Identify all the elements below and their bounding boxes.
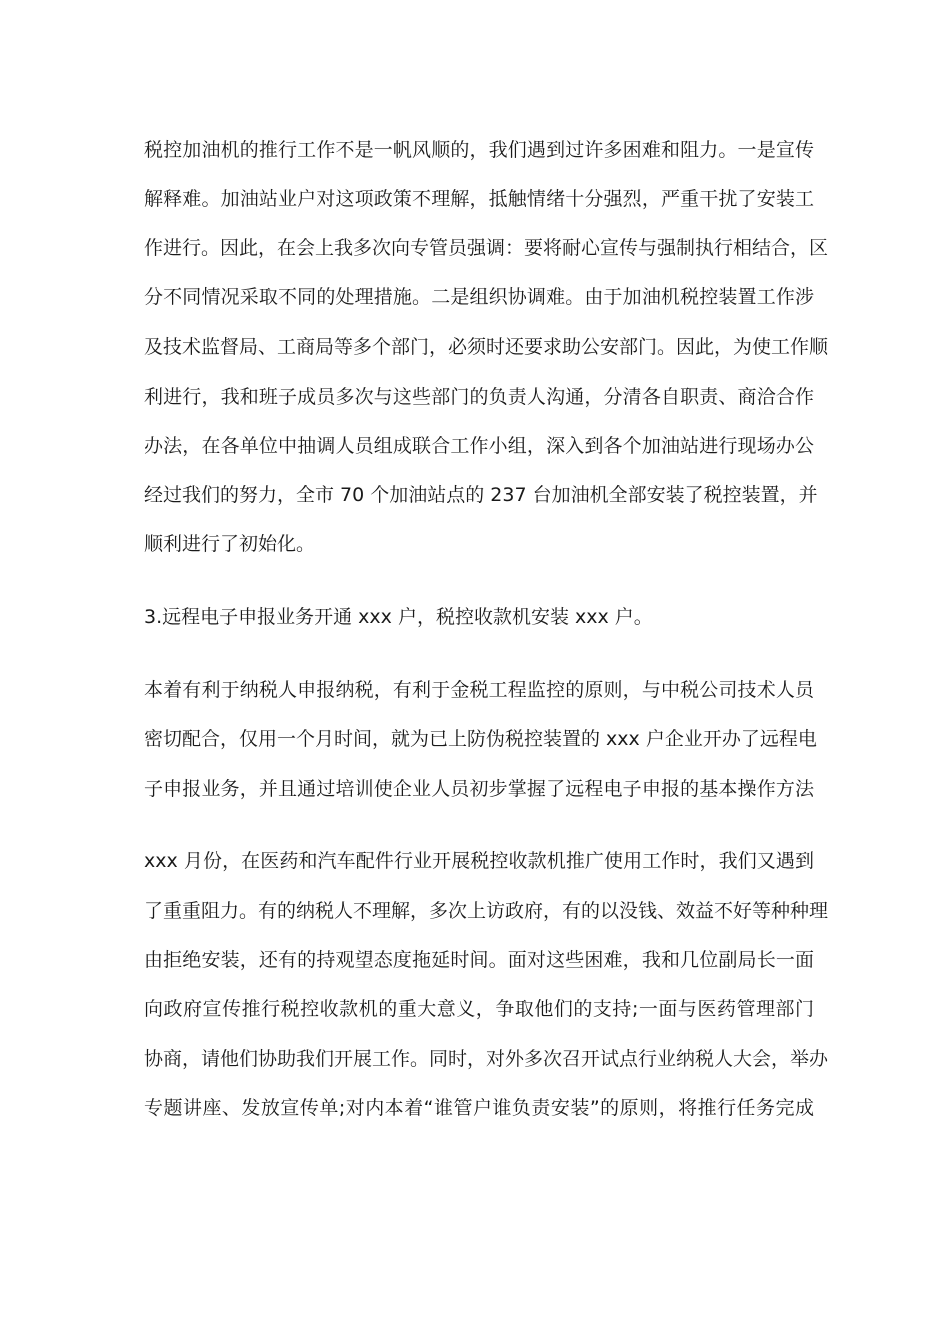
text-line: xxx 月份，在医药和汽车配件行业开展税控收款机推广使用工作时，我们又遇到 [144,850,814,872]
text-line: 分不同情况采取不同的处理措施。二是组织协调难。由于加油机税控装置工作涉 [144,286,814,308]
text-line: 由拒绝安装，还有的持观望态度拖延时间。面对这些困难，我和几位副局长一面 [144,949,814,971]
text-line: 经过我们的努力，全市 70 个加油站点的 237 台加油机全部安装了税控装置，并 [144,484,818,506]
text-line: 利进行，我和班子成员多次与这些部门的负责人沟通，分清各自职责、商洽合作 [144,386,814,408]
text-line: 向政府宣传推行税控收款机的重大意义，争取他们的支持;一面与医药管理部门 [144,998,814,1020]
section-heading: 3.远程电子申报业务开通 xxx 户，税控收款机安装 xxx 户。 [144,606,653,628]
text-line: 子申报业务，并且通过培训使企业人员初步掌握了远程电子申报的基本操作方法 [144,778,814,800]
text-line: 顺利进行了初始化。 [144,533,316,555]
text-line: 专题讲座、发放宣传单;对内本着“谁管户谁负责安装”的原则，将推行任务完成 [144,1097,814,1119]
text-line: 及技术监督局、工商局等多个部门，必须时还要求助公安部门。因此，为使工作顺 [144,336,829,358]
text-line: 本着有利于纳税人申报纳税，有利于金税工程监控的原则，与中税公司技术人员 [144,679,814,701]
text-line: 税控加油机的推行工作不是一帆风顺的，我们遇到过许多困难和阻力。一是宣传 [144,139,814,161]
text-line: 作进行。因此，在会上我多次向专管员强调：要将耐心宣传与强制执行相结合，区 [144,237,829,259]
text-line: 解释难。加油站业户对这项政策不理解，抵触情绪十分强烈，严重干扰了安装工 [144,188,814,210]
text-line: 了重重阻力。有的纳税人不理解，多次上访政府，有的以没钱、效益不好等种种理 [144,900,829,922]
text-line: 办法，在各单位中抽调人员组成联合工作小组，深入到各个加油站进行现场办公 [144,435,814,457]
text-line: 密切配合，仅用一个月时间，就为已上防伪税控装置的 xxx 户企业开办了远程电 [144,728,817,750]
text-line: 协商，请他们协助我们开展工作。同时，对外多次召开试点行业纳税人大会，举办 [144,1048,829,1070]
